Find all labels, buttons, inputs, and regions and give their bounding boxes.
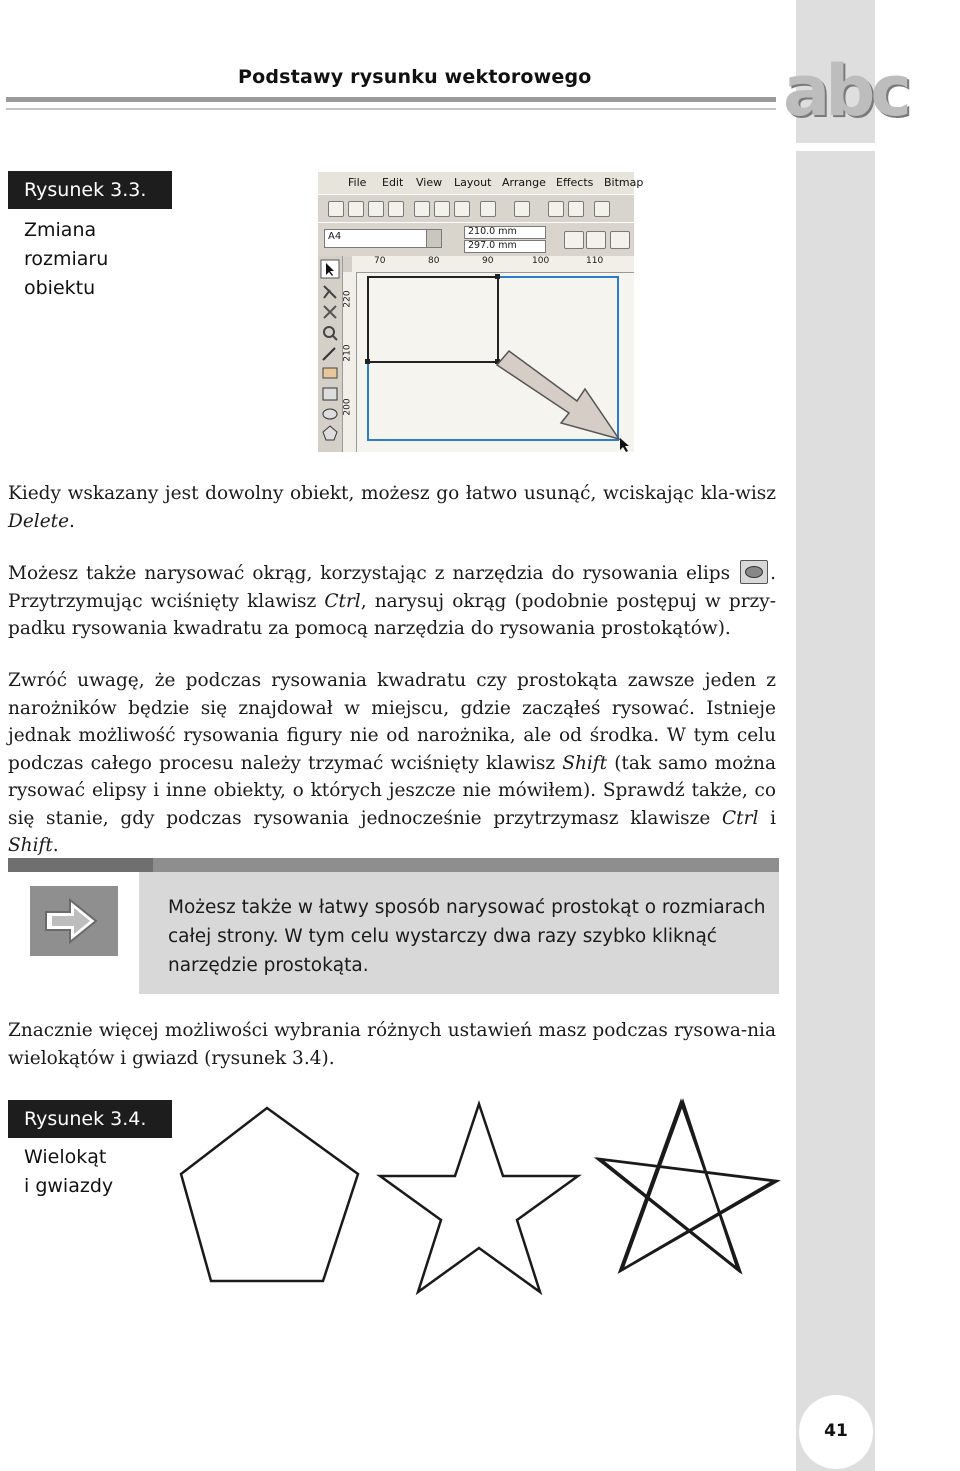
page-number: 41 [824,1421,848,1441]
figure-caption: Zmiana rozmiaru obiektu [24,219,109,299]
open-icon[interactable] [348,201,364,217]
paragraph: Znacznie więcej możliwości wybrania różnych ustawień masz podczas rysowa-nia wielokątów i gwiazd (rysunek 3.4). [8,1020,776,1069]
ruler-tick-label: 220 [342,290,353,308]
crop-tool-icon [324,306,336,318]
arrow-right-icon [30,886,118,956]
zoom-tool-icon [324,327,334,337]
portrait-icon[interactable] [564,231,584,249]
save-icon[interactable] [368,201,384,217]
shape-tool-icon [324,286,336,298]
toolbox [318,256,343,452]
tip-text: Możesz także w łatwy sposób narysować prostokąt o rozmiarach całej strony. W tym celu wystarczy dwa razy szybko kliknąć narzędzie prostokąta. [168,897,766,976]
landscape-icon[interactable] [586,231,606,249]
selection-handle [495,274,500,279]
standard-toolbar [318,194,634,223]
original-rectangle [368,277,498,362]
import-icon[interactable] [548,201,564,217]
smart-fill-icon [323,368,337,378]
page-size-select[interactable] [324,229,442,248]
page-size-value: A4 [328,231,342,242]
page-options-icon[interactable] [610,231,630,249]
menu-edit[interactable]: Edit [382,176,404,189]
ruler-tick-label: 200 [342,398,353,416]
abc-logo: abc [783,50,907,132]
side-band-gap [796,143,875,151]
copy-icon[interactable] [434,201,450,217]
ruler-tick-label: 80 [428,256,440,266]
ruler-tick-label: 110 [586,256,604,266]
redo-icon[interactable] [514,201,530,217]
drag-direction-arrow [497,351,619,439]
ellipse-tool-icon [740,560,768,584]
page-width-value: 210.0 mm [468,226,517,237]
ruler-tick-label: 90 [482,256,494,266]
menu-file[interactable]: File [348,176,367,189]
key-name: Ctrl [324,590,361,612]
selection-handle [365,359,370,364]
key-name: Shift [8,835,53,856]
menu-bitmap[interactable]: Bitmap [604,176,644,189]
page-width-field[interactable] [464,226,546,239]
coreldraw-screenshot [318,172,644,452]
drawing-canvas[interactable] [357,273,634,452]
key-name: Shift [562,752,608,774]
paragraph: Zwróć uwagę, że podczas rysowania kwadratu czy prostokąta zawsze jeden z narożników będzie się znajdował w miejscu, gdzie zacząłeś rysować. Istnieje jednak możliwość rysowania figury nie od narożnika, ale od środka. W tym celu podczas całego procesu należy trzymać wciśnięty klawisz Shift (tak samo można rysować elipsy i inne obiekty, o których jeszcze nie mówiłem). Sprawdź także, co się stanie, gdy podczas rysowania jednocześnie przytrzymasz klawisze Ctrl i Shift. [8,670,777,856]
five-point-star-shape [380,1104,578,1292]
figure-caption: Wielokąt i gwiazdy [24,1146,114,1197]
horizontal-ruler [352,256,634,273]
figure-label: Rysunek 3.4. [8,1100,172,1138]
paragraph: Kiedy wskazany jest dowolny obiekt, możesz go łatwo usunąć, wciskając kla-wisz Delete. [8,483,776,532]
chevron-down-icon[interactable] [426,230,441,247]
ellipse-tool-icon [323,409,337,419]
menu-view[interactable]: View [416,176,443,189]
undo-icon[interactable] [480,201,496,217]
cut-icon[interactable] [414,201,430,217]
rectangle-tool-icon [323,388,337,400]
nine-point-star-shape [598,1102,777,1271]
paragraph: Możesz także narysować okrąg, korzystając z narzędzia do rysowania elips . Przytrzymując wciśnięty klawisz Ctrl, narysuj okrąg (podobnie postępuj w przy-padku rysowania kwadratu za pomocą narzędzia do rysowania prostokątów). [8,560,776,643]
paste-icon[interactable] [454,201,470,217]
freehand-tool-icon [323,348,335,360]
note-bar-dark [8,858,153,872]
toolbox-icons [318,256,342,452]
side-band [796,0,875,1471]
ruler-tick-label: 210 [342,344,353,362]
property-bar [318,222,634,257]
ruler-tick-label: 70 [374,256,386,266]
polygon-tool-icon [323,426,337,440]
menu-layout[interactable]: Layout [454,176,492,189]
running-header: Podstawy rysunku wektorowego [238,66,592,88]
ruler-tick-label: 100 [532,256,550,266]
menu-arrange[interactable]: Arrange [502,176,546,189]
canvas-drawing [357,273,634,452]
key-name: Ctrl [722,807,759,829]
page-height-field[interactable] [464,240,546,253]
figure-label: Rysunek 3.3. [8,171,172,209]
app-launcher-icon[interactable] [594,201,610,217]
print-icon[interactable] [388,201,404,217]
menu-bar [318,172,644,194]
key-name: Delete [8,510,70,532]
header-rule-thin [6,108,776,110]
note-icon-box [30,886,118,956]
mouse-cursor-icon [620,438,629,452]
vertical-ruler [342,272,357,452]
menu-effects[interactable]: Effects [556,176,594,189]
header-rule [6,97,776,102]
pentagon-shape [181,1108,358,1281]
new-icon[interactable] [328,201,344,217]
shapes-figure [170,1096,790,1296]
page-height-value: 297.0 mm [468,240,517,251]
export-icon[interactable] [568,201,584,217]
